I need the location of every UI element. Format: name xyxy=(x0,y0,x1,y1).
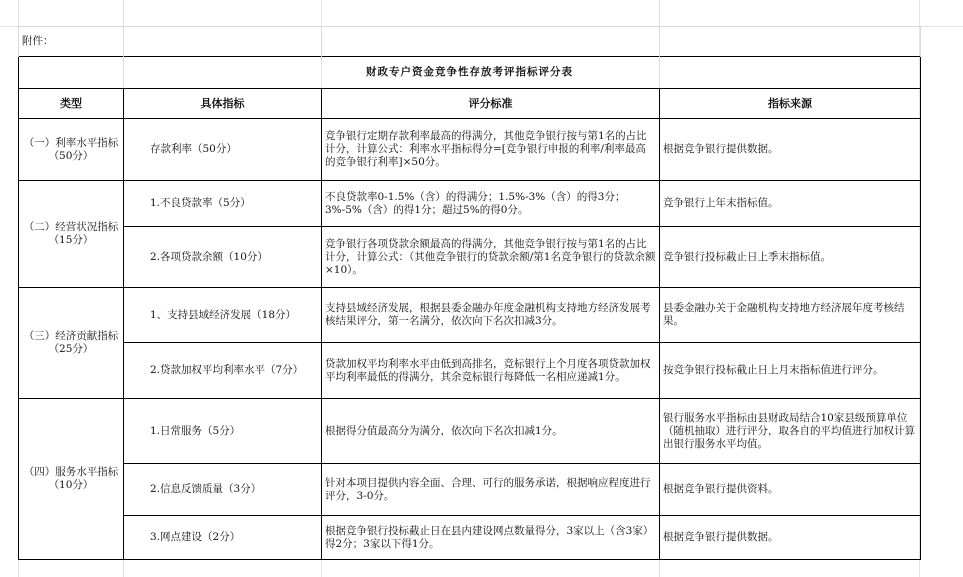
scoring-table xyxy=(18,26,921,560)
source-cell: 竞争银行投标截止日上季末指标值。 xyxy=(660,227,921,288)
header-indicator: 具体指标 xyxy=(124,89,322,119)
table-row xyxy=(19,288,921,343)
table-row xyxy=(19,227,921,288)
annex-row xyxy=(19,27,921,57)
standard-cell: 竞争银行定期存款利率最高的得满分，其他竞争银行按与第1名的占比计分，计算公式：利率水平指标得分=[竞争银行申报的利率/利率最高的竞争银行利率]×50分。 xyxy=(322,119,660,181)
standard-cell: 竞争银行各项贷款余额最高的得满分，其他竞争银行按与第1名的占比计分，计算公式：（其他竞争银行的贷款余额/第1名竞争银行的贷款余额×10）。 xyxy=(322,227,660,288)
indicator-cell: 1.日常服务（5分） xyxy=(124,399,322,464)
table-title: 财政专户资金竞争性存放考评指标评分表 xyxy=(19,57,921,89)
source-cell: 根据竞争银行提供资料。 xyxy=(660,464,921,516)
indicator-cell: 2.信息反馈质量（3分） xyxy=(124,464,322,516)
header-source: 指标来源 xyxy=(660,89,921,119)
category-cell: （三）经济贡献指标（25分） xyxy=(19,288,124,399)
source-cell: 银行服务水平指标由县财政局结合10家县级预算单位（随机抽取）进行评分，取各自的平均值进行加权计算出银行服务水平均值。 xyxy=(660,399,921,464)
table-row xyxy=(19,464,921,516)
standard-cell: 针对本项目提供内容全面、合理、可行的服务承诺，根据响应程度进行评分，3-0分。 xyxy=(322,464,660,516)
indicator-cell: 1、支持县域经济发展（18分） xyxy=(124,288,322,343)
indicator-cell: 3.网点建设（2分） xyxy=(124,516,322,560)
indicator-cell: 存款利率（50分） xyxy=(124,119,322,181)
source-cell: 竞争银行上年末指标值。 xyxy=(660,181,921,227)
standard-cell: 支持县域经济发展，根据县委金融办年度金融机构支持地方经济发展考核结果评分，第一名满分，依次向下名次扣减3分。 xyxy=(322,288,660,343)
category-cell: （一）利率水平指标（50分） xyxy=(19,119,124,181)
table-row xyxy=(19,516,921,560)
source-cell: 县委金融办关于金融机构支持地方经济展年度考核结果。 xyxy=(660,288,921,343)
source-cell: 按竞争银行投标截止日上月末指标值进行评分。 xyxy=(660,343,921,399)
header-type: 类型 xyxy=(19,89,124,119)
header-row xyxy=(19,89,921,119)
indicator-cell: 2.各项贷款余额（10分） xyxy=(124,227,322,288)
header-standard: 评分标准 xyxy=(322,89,660,119)
standard-cell: 根据得分值最高分为满分，依次向下名次扣减1分。 xyxy=(322,399,660,464)
source-cell: 根据竞争银行提供数据。 xyxy=(660,516,921,560)
table-row xyxy=(19,119,921,181)
table-row xyxy=(19,399,921,464)
table-row xyxy=(19,343,921,399)
category-cell: （四）服务水平指标（10分） xyxy=(19,399,124,560)
standard-cell: 根据竞争银行投标截止日在县内建设网点数量得分，3家以上（含3家）得2分；3家以下得1分。 xyxy=(322,516,660,560)
standard-cell: 贷款加权平均利率水平由低到高排名，竞标银行上个月度各项贷款加权平均利率最低的得满分，其余竞标银行每降低一名相应递减1分。 xyxy=(322,343,660,399)
table-row xyxy=(19,181,921,227)
category-cell: （二）经营状况指标（15分） xyxy=(19,181,124,288)
title-row xyxy=(19,57,921,89)
standard-cell: 不良贷款率0-1.5%（含）的得满分；1.5%-3%（含）的得3分；3%-5%（含）的得1分；超过5%的得0分。 xyxy=(322,181,660,227)
indicator-cell: 1.不良贷款率（5分） xyxy=(124,181,322,227)
indicator-cell: 2.贷款加权平均利率水平（7分） xyxy=(124,343,322,399)
source-cell: 根据竞争银行提供数据。 xyxy=(660,119,921,181)
annex-label: 附件： xyxy=(19,27,124,57)
